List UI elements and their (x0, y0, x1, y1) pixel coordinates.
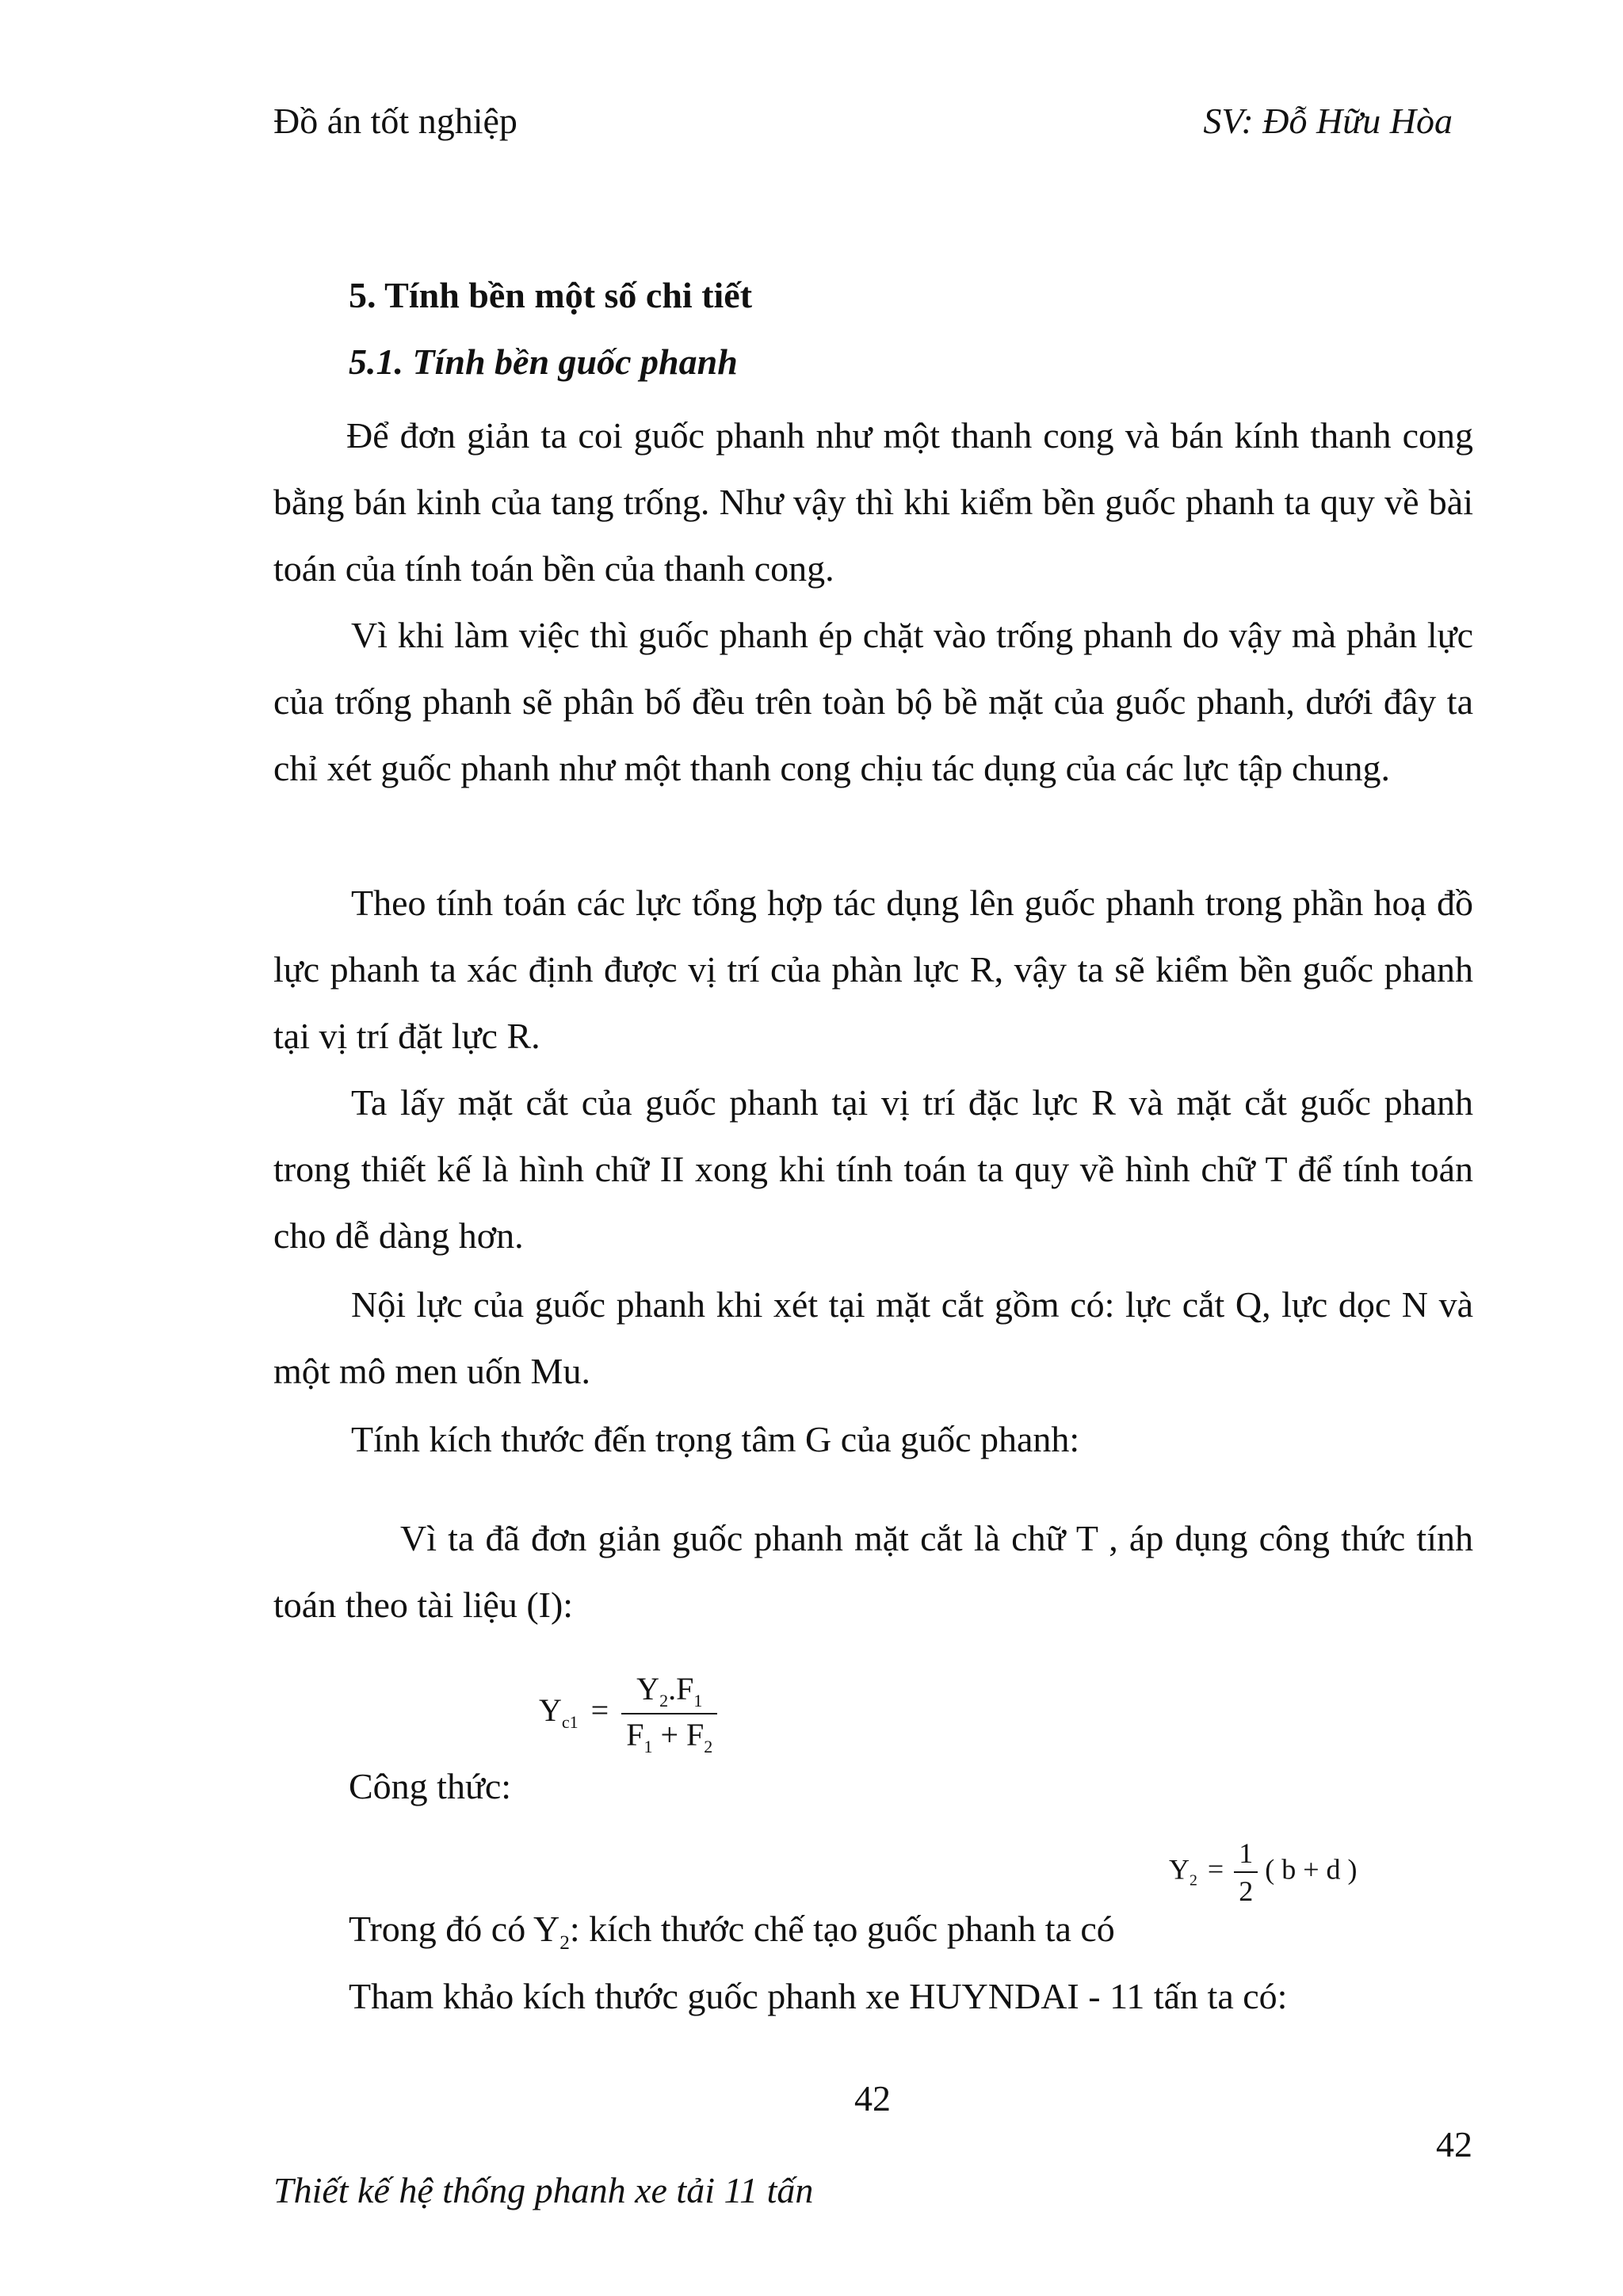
page-number-center: 42 (854, 2078, 891, 2119)
formula2-lhs: Y (1169, 1853, 1190, 1886)
formula1-lhs-sub: c1 (561, 1712, 579, 1733)
paragraph-6: Tính kích thước đến trọng tâm G của guốc phanh: (351, 1419, 1080, 1459)
formula2-lhs-sub: 2 (1190, 1871, 1197, 1890)
paragraph-4: Ta lấy mặt cắt của guốc phanh tại vị trí đặc lực R và mặt cắt guốc phanh trong thiết kế là hình chữ II xong khi tính toán ta quy về hình chữ T để tính toán cho dễ dàng hơn. (273, 1082, 1473, 1256)
formula2-fraction: $\frac{1}{2}$ (1234, 1836, 1258, 1908)
paragraph-2: Vì khi làm việc thì guốc phanh ép chặt vào trống phanh do vậy mà phản lực của trống phanh sẽ phân bố đều trên toàn bộ bề mặt của guốc phanh, dưới đây ta chỉ xét guốc phanh như một thanh cong chịu tác dụng của các lực tập chung. (273, 615, 1473, 788)
paragraph-1: Để đơn giản ta coi guốc phanh như một thanh cong và bán kính thanh cong bằng bán kinh của tang trống. Như vậy thì khi kiểm bền guốc phanh ta quy về bài toán của tính toán bền của thanh cong. (273, 415, 1473, 589)
formula-yc1: $Y_{c1}$ = $\frac{Y_2.F_1}{F_1 + F_2}$ (539, 1670, 717, 1757)
header-right: SV: Đỗ Hữu Hòa (1203, 101, 1453, 141)
formula2-rest: ( b + d ) (1265, 1853, 1358, 1886)
formula-y2: $Y_2$ = $\frac{1}{2}$ ( b + d ) (1169, 1837, 1358, 1907)
header-left: Đồ án tốt nghiệp (273, 101, 517, 141)
paragraph-5: Nội lực của guốc phanh khi xét tại mặt cắt gồm có: lực cắt Q, lực dọc N và một mô men uốn Mu. (273, 1284, 1473, 1391)
formula1-lhs: Y (539, 1692, 562, 1729)
footer-title: Thiết kế hệ thống phanh xe tải 11 tấn (273, 2170, 814, 2210)
formula1-fraction: $\frac{Y_2.F_1}{F_1 + F_2}$ (621, 1670, 717, 1757)
trong-do-line: Trong đó có $Y_2$: kích thước chế tạo guốc phanh ta có (349, 1909, 1115, 1955)
section-title: 5. Tính bền một số chi tiết (349, 275, 753, 315)
tham-khao-line: Tham khảo kích thước guốc phanh xe HUYNDAI - 11 tấn ta có: (349, 1976, 1288, 2016)
paragraph-7: Vì ta đã đơn giản guốc phanh mặt cắt là chữ T , áp dụng công thức tính toán theo tài liệu (I): (273, 1518, 1473, 1625)
page-number-right: 42 (1436, 2124, 1472, 2164)
cong-thuc-label: Công thức: (349, 1766, 512, 1806)
paragraph-3: Theo tính toán các lực tổng hợp tác dụng lên guốc phanh trong phần hoạ đồ lực phanh ta xác định được vị trí của phàn lực R, vậy ta sẽ kiểm bền guốc phanh tại vị trí đặt lực R. (273, 883, 1473, 1056)
section-subtitle: 5.1. Tính bền guốc phanh (349, 341, 738, 382)
